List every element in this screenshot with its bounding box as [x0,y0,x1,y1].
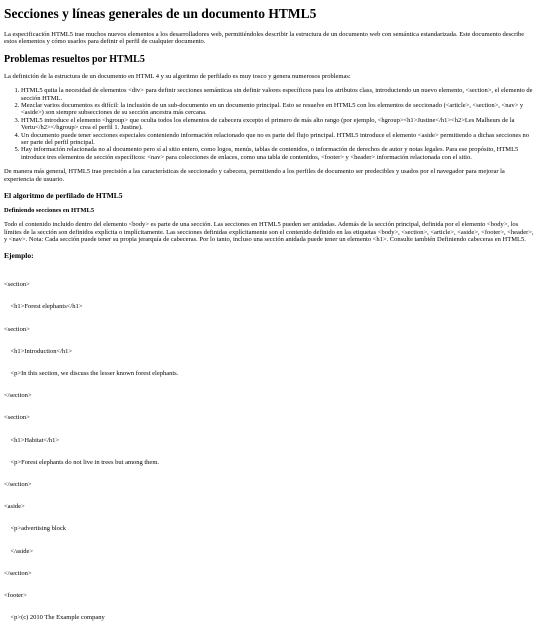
problem-item-2: 2. Mezclar varios documentos es difícil: la inclusión de un sub-documento en un documento principal. Esto se resuelve en HTML5 con los elementos de seccionado (<article>, <section>, <nav> y <aside>) son siempre subsecciones de su sección ancestra más cercana. [21,102,536,117]
code-line: </section> [4,480,32,488]
code-line: <footer> [4,591,27,599]
code-line: <h1>Habitat</h1> [4,436,60,444]
code-line: <h1>Introduction</h1> [4,347,73,355]
sections-subheading: Definiendo secciones en HTML5 [4,207,95,215]
code-line: <p>Forest elephants do not live in trees but among them. [4,458,160,466]
problems-heading: Problemas resueltos por HTML5 [4,53,145,65]
code-line: <p>In this section, we discuss the lesser known forest elephants. [4,369,179,377]
code-line: <p>advertising block [4,525,67,533]
problems-closing: De manera más general, HTML5 trae precisión a las características de seccionado y cabecera, permitiendo a los perfiles de documento ser predecibles y usados por el navegador para mejorar la experiencia de usuario. [4,168,505,183]
problem-item-1: 1. HTML5 quita la necesidad de elementos <div> para definir secciones semánticas sin definir valores específicos para los atributos class, introduciendo un nuevo elemento, <section>, el elemento de sección HTML. [21,87,536,102]
problem-item-4: 4. Un documento puede tener secciones especiales conteniendo información relacionado que no es parte del flujo principal. HTML5 introduce el elemento <aside> permitiendo a dichas secciones no ser parte del perfil principal. [21,132,536,147]
problems-list [4,87,536,161]
code-line: <section> [4,325,30,333]
code-line: <section> [4,414,30,422]
code-line: </section> [4,392,32,400]
code-line: <p>(c) 2010 The Example company [4,614,105,622]
example-heading: Ejemplo: [4,251,34,261]
code-line: <h1>Forest elephants</h1> [4,303,83,311]
code-line: </aside> [4,547,33,555]
sections-paragraph: Todo el contenido incluido dentro del elemento <body> es parte de una sección. Las secciones en HTML5 pueden ser anidadas. Además de la sección principal, definida por el elemento <body>, los límites de la sección son definidos explícita o implícitamente. Las secciones definidas explícitamente son el contenido definido en las etiquetas <body>, <section>, <article>, <aside>, <footer>, <header>, y <nav>. Nota: Cada sección puede tener su propia jerarquía de cabeceras. Por lo tanto, incluso una sección anidada puede tener un elemento <h1>. Consulte también Definiendo cabeceras en HTML5. [4,221,534,243]
algorithm-heading: El algoritmo de perfilado de HTML5 [4,191,123,201]
code-example [4,266,536,636]
page-title: Secciones y líneas generales de un documento HTML5 [4,6,317,21]
code-line: </section> [4,569,32,577]
problem-item-5: 5. Hay información relacionada no al documento pero sí al sitio entero, como logos, menús, tablas de contenidos, o información de derechos de autor y notas legales. Para ese propósito, HTML5 introduce tres elementos de sección específicos: <nav> para colecciones de enlaces, como una tabla de contenidos, <footer> y <header> información relacionada con el sitio. [21,146,536,161]
code-line: <aside> [4,503,25,511]
intro-paragraph: La especificación HTML5 trae muchos nuevos elementos a los desarrolladores web, permitiéndoles describir la estructura de un documento web con semántica estandarizada. Este documento describe estos elementos y cómo usarlos para definir el perfil de cualquier documento. [4,31,525,46]
problems-lead: La definición de la estructura de un documento en HTML 4 y su algoritmo de perfilado es muy tosco y genera numerosos problemas: [4,72,351,80]
problem-item-3: 3. HTML5 introduce el elemento <hgroup> que oculta todos los elementos de cabecera excepto el primero de más alto rango (por ejemplo, <hgroup><h1>Justine</h1><h2>Les Malheurs de la Vertu</h2></hgroup> crea el perfil 1. Justine). [21,117,536,132]
code-line: <section> [4,281,30,289]
